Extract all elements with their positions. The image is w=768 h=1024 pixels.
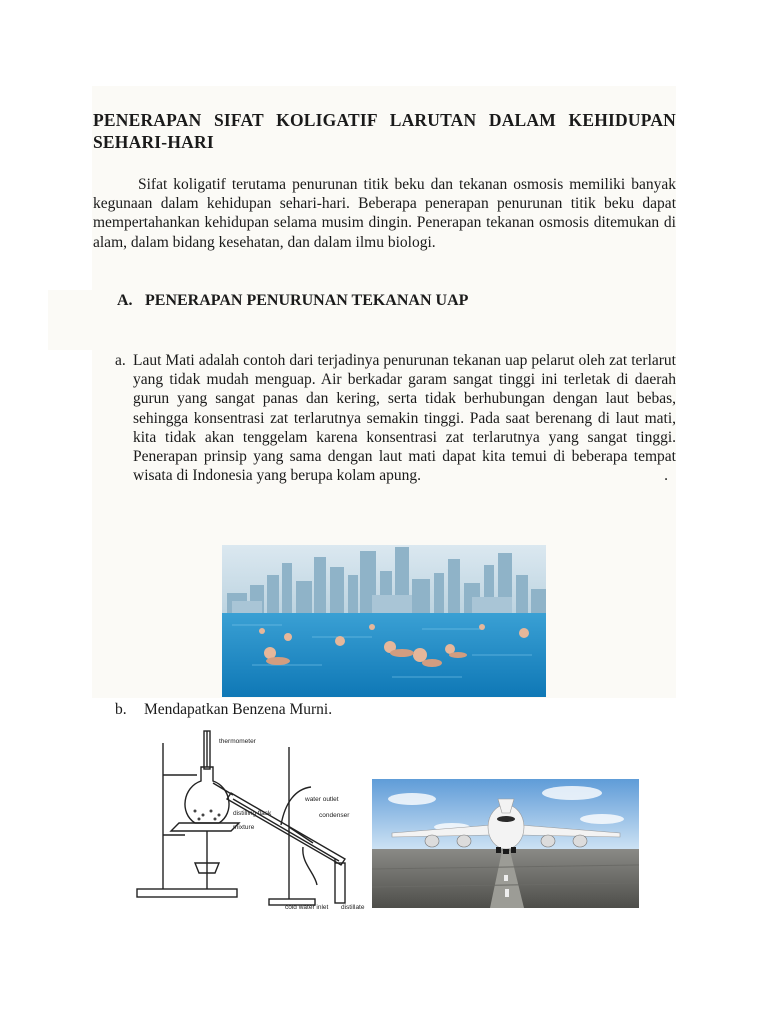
list-marker-b: b. [115, 701, 127, 718]
label-water-outlet: water outlet [305, 796, 339, 803]
label-cold-water-inlet: cold water inlet [285, 904, 329, 911]
airplane-on-runway-photo [372, 779, 639, 908]
distillation-apparatus-diagram [135, 723, 375, 913]
section-a-marker: A. [117, 292, 133, 309]
label-mixture: mixture [233, 824, 255, 831]
page-background-fragment [48, 290, 108, 350]
list-item-b [115, 700, 332, 719]
list-item-a [115, 351, 676, 485]
list-item-a-text: Laut Mati adalah contoh dari terjadinya penurunan tekanan uap pelarut oleh zat terlarut yang tidak mudah menguap. Air berkadar garam sangat tinggi ini terletak di daerah gurun yang sangat panas dan kering, serta tidak berhubungan dengan laut bebas, sehingga konsentrasi zat terlarutnya semakin tinggi. Pada saat berenang di laut mati, kita tidak akan tenggelam karena konsentrasi zat terlarutnya yang sangat tinggi. Penerapan prinsip yang sama dengan laut mati dapat kita temui di beberapa tempat wisata di Indonesia yang berupa kolam apung. [133, 352, 676, 485]
section-a-title: PENERAPAN PENURUNAN TEKANAN UAP [145, 292, 469, 309]
label-distillate: distillate [341, 904, 365, 911]
section-a-heading [117, 291, 468, 311]
dead-sea-swimmers-photo [222, 545, 546, 697]
trailing-period: . [664, 467, 668, 485]
label-thermometer: thermometer [219, 738, 256, 745]
page-background-fragment [92, 500, 112, 546]
page-title: PENERAPAN SIFAT KOLIGATIF LARUTAN DALAM KEHIDUPAN SEHARI-HARI [93, 110, 676, 152]
intro-paragraph: Sifat koligatif terutama penurunan titik beku dan tekanan osmosis memiliki banyak kegunaan dalam kehidupan sehari-hari. Beberapa penerapan penurunan titik beku dapat mempertahankan kehidupan selama musim dingin. Penerapan tekanan osmosis ditemukan di alam, dalam bidang kesehatan, dan dalam ilmu biologi. [93, 176, 676, 251]
label-distilling-flask: distilling flask [233, 810, 272, 817]
list-marker-a: a. [115, 352, 126, 369]
label-condenser: condenser [319, 812, 350, 819]
list-item-b-text: Mendapatkan Benzena Murni. [144, 701, 333, 718]
